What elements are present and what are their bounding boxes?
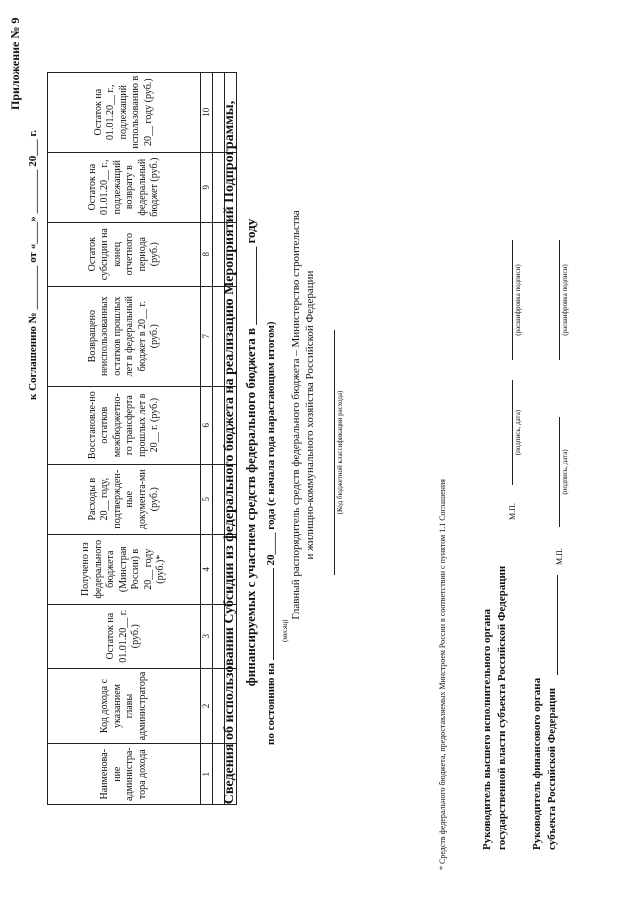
head-title-line-2: государственной власти субъекта Российской Федерации (495, 565, 508, 850)
header-restored-balances: Восстановле-но остатков межбюджетно-го трансферта прошлых лет в 20__ г. (руб.) (48, 386, 201, 464)
head-decode-line[interactable] (512, 240, 513, 360)
budget-code-line (334, 330, 335, 575)
column-number: 1 (201, 744, 213, 805)
heading-line-1: Сведения об использовании Субсидии из федерального бюджета на реализацию Мероприятий Подпрограммы, (222, 100, 237, 805)
status-date-suffix: 20____ года (с начала года нарастающим итогом) (265, 321, 277, 566)
header-period-end-balance: Остаток субсидии на конец отчетного периода (руб.) (48, 222, 201, 286)
heading-line-2: финансируемых с участием средств федерального бюджета в ____________ году (243, 218, 258, 687)
signature-block-head (480, 566, 510, 850)
finance-title-line-1: Руководитель финансового органа (531, 677, 543, 850)
header-opening-balance: Остаток на 01.01.20__ г. (руб.) (48, 604, 201, 668)
column-number-row (201, 72, 213, 804)
budget-code-caption: (Код бюджетной классификации расхода) (336, 390, 344, 515)
header-received-federal: Получено из федерального бюджета (Минстрая России) в 20__ году (руб.)* (48, 534, 201, 604)
head-stamp-mark: М.П. (508, 503, 517, 520)
header-administrator-name: Наименова-ние администра-тора дохода (48, 744, 201, 805)
annex-title: Приложение № 9 (8, 17, 22, 110)
distributor-line-1: Главный распорядитель средств федерального бюджета – Министерство строительства (290, 210, 302, 620)
column-number: 5 (201, 464, 213, 534)
month-blank[interactable] (264, 568, 274, 660)
footnote: * Средств федерального бюджета, предоставляемых Минстроем России в соответствии с пунктом 1.1 Соглашения (438, 479, 447, 870)
head-decode-caption: (расшифровка подписи) (514, 264, 522, 336)
column-number: 9 (201, 152, 213, 222)
column-number: 6 (201, 386, 213, 464)
finance-decode-caption: (расшифровка подписи) (561, 264, 569, 336)
column-number: 2 (201, 668, 213, 744)
column-number: 3 (201, 604, 213, 668)
subsidy-usage-table (47, 72, 237, 805)
finance-title-line-2: субъекта Российской Федерации (545, 687, 558, 850)
month-caption: (месяц) (281, 619, 289, 642)
signature-block-finance (530, 678, 560, 850)
table-header-row (48, 72, 201, 804)
finance-name-line[interactable] (557, 575, 558, 675)
head-signature-line[interactable] (512, 380, 513, 485)
head-title-line-1: Руководитель высшего исполнительного органа (481, 609, 493, 850)
finance-decode-line[interactable] (559, 240, 560, 360)
finance-stamp-mark: М.П. (555, 548, 564, 565)
header-balance-to-use: Остаток на 01.01.20__ г., подлежащий использованию в 20__ году (руб.) (48, 72, 201, 152)
column-number: 8 (201, 222, 213, 286)
status-date-prefix: по состоянию на (265, 662, 277, 745)
distributor-line-2: и жилищно-коммунального хозяйства Российской Федерации (304, 270, 316, 560)
finance-sign-caption: (подпись, дата) (561, 449, 569, 495)
heading-line-3 (264, 321, 277, 745)
column-number: 10 (201, 72, 213, 152)
header-income-code: Код дохода с указанием главы администратора (48, 668, 201, 744)
head-sign-caption: (подпись, дата) (514, 409, 522, 456)
header-expenses-confirmed: Расходы в 20__ году, подтвержден-ные документа-ми (руб.) (48, 464, 201, 534)
column-number: 4 (201, 534, 213, 604)
header-returned-balances: Возвращено неиспользованных остатков прошлых лет в федеральный бюджет в 20__ г. (руб.) (48, 286, 201, 386)
header-balance-to-return: Остаток на 01.01.20__ г., подлежащий возврату в федеральный бюджет (руб.) (48, 152, 201, 222)
column-number: 7 (201, 286, 213, 386)
agreement-reference: к Соглашению № ________ от «____» ________ 20___ г. (27, 130, 39, 400)
finance-signature-line[interactable] (559, 417, 560, 527)
